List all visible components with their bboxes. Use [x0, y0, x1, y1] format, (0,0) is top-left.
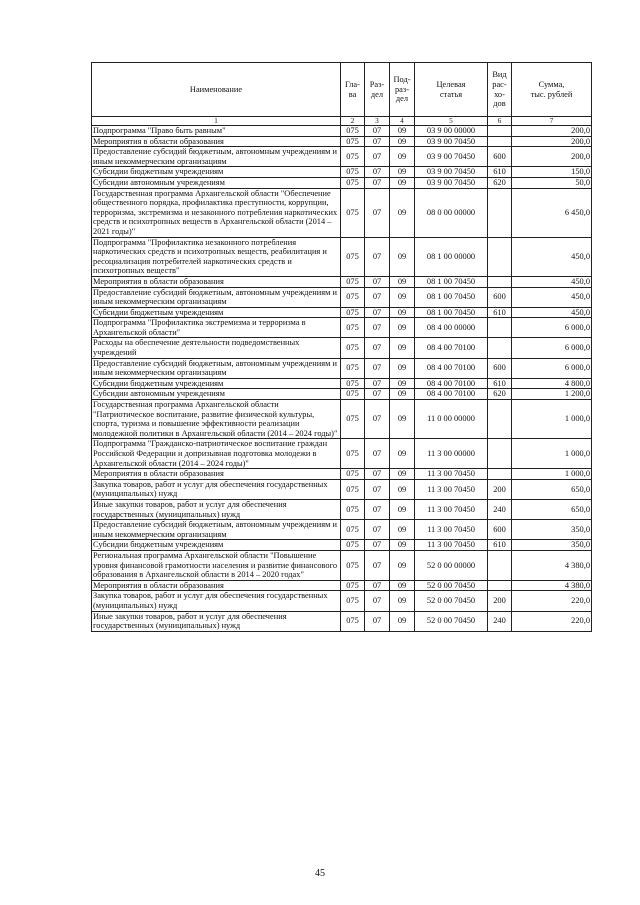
- cell-statya: 08 4 00 00000: [415, 318, 488, 338]
- cell-summa: 6 000,0: [512, 338, 592, 358]
- cell-statya: 11 3 00 00000: [415, 439, 488, 469]
- cell-name: Мероприятия в области образования: [92, 469, 341, 480]
- cell-statya: 11 3 00 70450: [415, 479, 488, 499]
- cell-statya: 11 3 00 70450: [415, 499, 488, 519]
- cell-vid: 240: [488, 499, 512, 519]
- cell-summa: 450,0: [512, 237, 592, 276]
- cell-glava: 075: [341, 287, 365, 307]
- cell-summa: 220,0: [512, 611, 592, 631]
- cell-razdel: 07: [365, 611, 390, 631]
- cell-podrazdel: 09: [390, 147, 415, 167]
- column-number: 5: [415, 117, 488, 126]
- cell-vid: 600: [488, 287, 512, 307]
- cell-podrazdel: 09: [390, 167, 415, 178]
- table-row: [92, 188, 592, 237]
- cell-glava: 075: [341, 188, 365, 237]
- cell-podrazdel: 09: [390, 389, 415, 400]
- column-number: 4: [390, 117, 415, 126]
- cell-glava: 075: [341, 358, 365, 378]
- cell-statya: 03 9 00 70450: [415, 177, 488, 188]
- cell-podrazdel: 09: [390, 378, 415, 389]
- cell-name: Предоставление субсидий бюджетным, автономным учреждениям и иным некоммерческим организациям: [92, 147, 341, 167]
- page-number: 45: [315, 868, 325, 879]
- cell-razdel: 07: [365, 580, 390, 591]
- cell-summa: 200,0: [512, 126, 592, 137]
- cell-vid: [488, 439, 512, 469]
- cell-name: Субсидии бюджетным учреждениям: [92, 540, 341, 551]
- cell-razdel: 07: [365, 338, 390, 358]
- table-row: [92, 580, 592, 591]
- cell-glava: 075: [341, 126, 365, 137]
- cell-statya: 08 0 00 00000: [415, 188, 488, 237]
- cell-name: Закупка товаров, работ и услуг для обеспечения государственных (муниципальных) нужд: [92, 591, 341, 611]
- cell-vid: 620: [488, 389, 512, 400]
- cell-razdel: 07: [365, 591, 390, 611]
- cell-razdel: 07: [365, 378, 390, 389]
- cell-podrazdel: 09: [390, 307, 415, 318]
- table-row: [92, 479, 592, 499]
- cell-summa: 6 000,0: [512, 318, 592, 338]
- column-number: 2: [341, 117, 365, 126]
- table-row: [92, 591, 592, 611]
- cell-name: Мероприятия в области образования: [92, 580, 341, 591]
- table-row: [92, 276, 592, 287]
- cell-name: Субсидии бюджетным учреждениям: [92, 167, 341, 178]
- cell-podrazdel: 09: [390, 591, 415, 611]
- cell-summa: 220,0: [512, 591, 592, 611]
- cell-summa: 650,0: [512, 479, 592, 499]
- cell-razdel: 07: [365, 276, 390, 287]
- cell-summa: 6 450,0: [512, 188, 592, 237]
- header-vid: Вид рас- хо- дов: [488, 63, 512, 117]
- cell-name: Государственная программа Архангельской области "Патриотическое воспитание, развитие физической культуры, спорта, туризма и повышение эффективности реализации молодежной политики в Архангельской области (2014 – 2024 годы)": [92, 400, 341, 439]
- cell-podrazdel: 09: [390, 287, 415, 307]
- cell-podrazdel: 09: [390, 499, 415, 519]
- cell-statya: 11 3 00 70450: [415, 520, 488, 540]
- cell-name: Мероприятия в области образования: [92, 136, 341, 147]
- cell-razdel: 07: [365, 400, 390, 439]
- cell-summa: 1 200,0: [512, 389, 592, 400]
- cell-statya: 08 1 00 00000: [415, 237, 488, 276]
- cell-vid: 600: [488, 147, 512, 167]
- cell-razdel: 07: [365, 188, 390, 237]
- cell-vid: 600: [488, 358, 512, 378]
- cell-glava: 075: [341, 611, 365, 631]
- cell-statya: 03 9 00 70450: [415, 167, 488, 178]
- cell-razdel: 07: [365, 439, 390, 469]
- table-row: [92, 237, 592, 276]
- cell-vid: [488, 338, 512, 358]
- table-row: [92, 318, 592, 338]
- cell-statya: 52 0 00 70450: [415, 591, 488, 611]
- table-row: [92, 611, 592, 631]
- cell-razdel: 07: [365, 177, 390, 188]
- header-glava: Гла- ва: [341, 63, 365, 117]
- table-row: [92, 167, 592, 178]
- table-row: [92, 338, 592, 358]
- cell-statya: 11 3 00 70450: [415, 469, 488, 480]
- table-row: [92, 550, 592, 580]
- cell-summa: 1 000,0: [512, 439, 592, 469]
- table-row: [92, 469, 592, 480]
- cell-statya: 52 0 00 70450: [415, 580, 488, 591]
- cell-podrazdel: 09: [390, 469, 415, 480]
- header-row: [92, 63, 592, 117]
- cell-statya: 08 4 00 70100: [415, 358, 488, 378]
- cell-razdel: 07: [365, 307, 390, 318]
- cell-podrazdel: 09: [390, 188, 415, 237]
- cell-glava: 075: [341, 276, 365, 287]
- cell-name: Субсидии автономным учреждениям: [92, 389, 341, 400]
- cell-statya: 08 1 00 70450: [415, 276, 488, 287]
- cell-podrazdel: 09: [390, 550, 415, 580]
- cell-statya: 08 4 00 70100: [415, 378, 488, 389]
- cell-summa: 1 000,0: [512, 400, 592, 439]
- cell-name: Подпрограмма "Право быть равным": [92, 126, 341, 137]
- cell-vid: 200: [488, 591, 512, 611]
- cell-podrazdel: 09: [390, 520, 415, 540]
- cell-podrazdel: 09: [390, 439, 415, 469]
- table-row: [92, 147, 592, 167]
- cell-glava: 075: [341, 479, 365, 499]
- cell-name: Подпрограмма "Профилактика незаконного потребления наркотических средств и психотропных веществ, реабилитация и ресоциализация потребителей наркотических средств и психотропных веществ": [92, 237, 341, 276]
- cell-glava: 075: [341, 540, 365, 551]
- column-number-row: [92, 117, 592, 126]
- cell-name: Иные закупки товаров, работ и услуг для обеспечения государственных (муниципальных) нужд: [92, 611, 341, 631]
- column-number: 7: [512, 117, 592, 126]
- cell-glava: 075: [341, 400, 365, 439]
- table-body: [92, 126, 592, 632]
- cell-summa: 450,0: [512, 276, 592, 287]
- cell-razdel: 07: [365, 147, 390, 167]
- cell-razdel: 07: [365, 167, 390, 178]
- cell-glava: 075: [341, 520, 365, 540]
- cell-vid: 610: [488, 378, 512, 389]
- cell-razdel: 07: [365, 550, 390, 580]
- cell-razdel: 07: [365, 469, 390, 480]
- cell-vid: [488, 550, 512, 580]
- cell-podrazdel: 09: [390, 177, 415, 188]
- cell-podrazdel: 09: [390, 540, 415, 551]
- cell-statya: 03 9 00 70450: [415, 147, 488, 167]
- table-row: [92, 307, 592, 318]
- cell-name: Предоставление субсидий бюджетным, автономным учреждениям и иным некоммерческим организациям: [92, 520, 341, 540]
- cell-glava: 075: [341, 237, 365, 276]
- table-row: [92, 499, 592, 519]
- cell-name: Субсидии автономным учреждениям: [92, 177, 341, 188]
- cell-glava: 075: [341, 167, 365, 178]
- cell-statya: 52 0 00 70450: [415, 611, 488, 631]
- cell-podrazdel: 09: [390, 237, 415, 276]
- cell-statya: 08 1 00 70450: [415, 307, 488, 318]
- cell-name: Региональная программа Архангельской области "Повышение уровня финансовой грамотности населения и развитие финансового образования в Архангельской области в 2014 – 2020 годах": [92, 550, 341, 580]
- cell-name: Иные закупки товаров, работ и услуг для обеспечения государственных (муниципальных) нужд: [92, 499, 341, 519]
- cell-name: Предоставление субсидий бюджетным, автономным учреждениям и иным некоммерческим организациям: [92, 287, 341, 307]
- cell-vid: 200: [488, 479, 512, 499]
- cell-name: Предоставление субсидий бюджетным, автономным учреждениям и иным некоммерческим организациям: [92, 358, 341, 378]
- header-name: Наименование: [92, 63, 341, 117]
- cell-glava: 075: [341, 136, 365, 147]
- cell-glava: 075: [341, 469, 365, 480]
- table-row: [92, 378, 592, 389]
- cell-razdel: 07: [365, 358, 390, 378]
- cell-razdel: 07: [365, 126, 390, 137]
- cell-vid: [488, 276, 512, 287]
- cell-vid: [488, 580, 512, 591]
- cell-vid: [488, 400, 512, 439]
- cell-statya: 03 9 00 00000: [415, 126, 488, 137]
- cell-summa: 200,0: [512, 147, 592, 167]
- cell-podrazdel: 09: [390, 479, 415, 499]
- cell-razdel: 07: [365, 520, 390, 540]
- cell-vid: 610: [488, 540, 512, 551]
- cell-podrazdel: 09: [390, 400, 415, 439]
- budget-table: [91, 62, 592, 632]
- cell-summa: 50,0: [512, 177, 592, 188]
- cell-name: Расходы на обеспечение деятельности подведомственных учреждений: [92, 338, 341, 358]
- cell-glava: 075: [341, 591, 365, 611]
- cell-summa: 350,0: [512, 520, 592, 540]
- cell-glava: 075: [341, 378, 365, 389]
- cell-vid: [488, 136, 512, 147]
- cell-razdel: 07: [365, 136, 390, 147]
- cell-summa: 6 000,0: [512, 358, 592, 378]
- cell-podrazdel: 09: [390, 136, 415, 147]
- table-row: [92, 136, 592, 147]
- cell-glava: 075: [341, 439, 365, 469]
- cell-razdel: 07: [365, 287, 390, 307]
- header-razdel: Раз- дел: [365, 63, 390, 117]
- cell-podrazdel: 09: [390, 126, 415, 137]
- cell-vid: 600: [488, 520, 512, 540]
- cell-vid: [488, 318, 512, 338]
- cell-name: Мероприятия в области образования: [92, 276, 341, 287]
- cell-statya: 52 0 00 00000: [415, 550, 488, 580]
- cell-vid: [488, 188, 512, 237]
- cell-podrazdel: 09: [390, 276, 415, 287]
- table-row: [92, 439, 592, 469]
- cell-name: Подпрограмма "Гражданско-патриотическое воспитание граждан Российской Федерации и допризывная подготовка молодежи в Архангельской области (2014 – 2024 годы)": [92, 439, 341, 469]
- cell-vid: 610: [488, 167, 512, 178]
- cell-vid: [488, 469, 512, 480]
- cell-glava: 075: [341, 389, 365, 400]
- cell-statya: 08 1 00 70450: [415, 287, 488, 307]
- column-number: 3: [365, 117, 390, 126]
- cell-razdel: 07: [365, 499, 390, 519]
- cell-name: Закупка товаров, работ и услуг для обеспечения государственных (муниципальных) нужд: [92, 479, 341, 499]
- cell-statya: 11 3 00 70450: [415, 540, 488, 551]
- cell-podrazdel: 09: [390, 580, 415, 591]
- cell-name: Субсидии бюджетным учреждениям: [92, 378, 341, 389]
- cell-statya: 03 9 00 70450: [415, 136, 488, 147]
- cell-summa: 4 800,0: [512, 378, 592, 389]
- table-row: [92, 540, 592, 551]
- cell-podrazdel: 09: [390, 338, 415, 358]
- cell-summa: 4 380,0: [512, 580, 592, 591]
- header-statya: Целевая статья: [415, 63, 488, 117]
- cell-statya: 11 0 00 00000: [415, 400, 488, 439]
- cell-summa: 200,0: [512, 136, 592, 147]
- cell-glava: 075: [341, 499, 365, 519]
- cell-summa: 4 380,0: [512, 550, 592, 580]
- cell-glava: 075: [341, 177, 365, 188]
- cell-name: Подпрограмма "Профилактика экстремизма и терроризма в Архангельской области": [92, 318, 341, 338]
- cell-vid: [488, 126, 512, 137]
- header-podrazdel: Под- раз- дел: [390, 63, 415, 117]
- cell-name: Субсидии бюджетным учреждениям: [92, 307, 341, 318]
- cell-name: Государственная программа Архангельской области "Обеспечение общественного порядка, профилактика преступности, коррупции, терроризма, экстремизма и незаконного потребления наркотических средств и психотропных веществ в Архангельской области (2014 – 2021 годы)": [92, 188, 341, 237]
- table-row: [92, 177, 592, 188]
- column-number: 1: [92, 117, 341, 126]
- table-row: [92, 358, 592, 378]
- cell-summa: 150,0: [512, 167, 592, 178]
- cell-podrazdel: 09: [390, 318, 415, 338]
- cell-razdel: 07: [365, 540, 390, 551]
- cell-razdel: 07: [365, 318, 390, 338]
- cell-razdel: 07: [365, 479, 390, 499]
- column-number: 6: [488, 117, 512, 126]
- table-row: [92, 287, 592, 307]
- cell-statya: 08 4 00 70100: [415, 389, 488, 400]
- table-row: [92, 520, 592, 540]
- cell-podrazdel: 09: [390, 358, 415, 378]
- cell-summa: 450,0: [512, 287, 592, 307]
- cell-vid: 610: [488, 307, 512, 318]
- cell-summa: 1 000,0: [512, 469, 592, 480]
- cell-summa: 350,0: [512, 540, 592, 551]
- cell-glava: 075: [341, 147, 365, 167]
- cell-glava: 075: [341, 307, 365, 318]
- cell-vid: 620: [488, 177, 512, 188]
- cell-vid: 240: [488, 611, 512, 631]
- table-row: [92, 400, 592, 439]
- cell-glava: 075: [341, 318, 365, 338]
- cell-razdel: 07: [365, 237, 390, 276]
- cell-summa: 650,0: [512, 499, 592, 519]
- cell-glava: 075: [341, 550, 365, 580]
- cell-glava: 075: [341, 338, 365, 358]
- table-row: [92, 389, 592, 400]
- table-row: [92, 126, 592, 137]
- header-summa: Сумма, тыс. рублей: [512, 63, 592, 117]
- cell-statya: 08 4 00 70100: [415, 338, 488, 358]
- cell-podrazdel: 09: [390, 611, 415, 631]
- cell-glava: 075: [341, 580, 365, 591]
- cell-razdel: 07: [365, 389, 390, 400]
- cell-vid: [488, 237, 512, 276]
- cell-summa: 450,0: [512, 307, 592, 318]
